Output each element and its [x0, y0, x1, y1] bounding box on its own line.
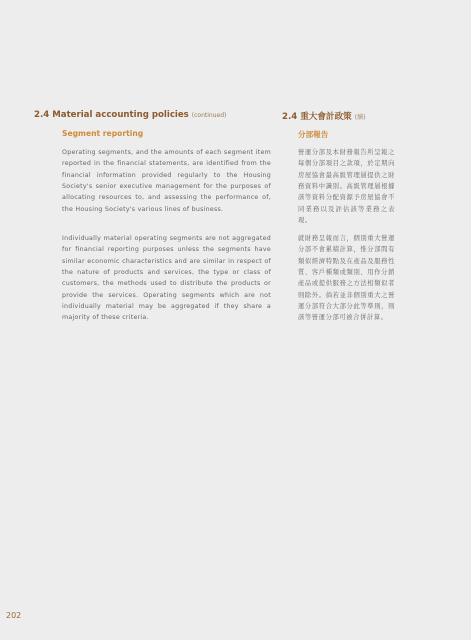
section-title-zh: 2.4 重大會計政策	[282, 112, 352, 122]
page-number: 202	[6, 611, 22, 620]
section-heading-en	[34, 110, 226, 120]
continued-label-zh: (續)	[354, 114, 366, 121]
paragraph-zh-2: 就財務呈報而言，個別重大營運分部不會累積計算，惟分部間有類似經濟特點及在產品及服務性質、客戶種類或類別、用作分銷產品或提供服務之方法相類似者則除外。倘若並非個別重大之營運分部符合大部分此等準則，則該等營運分部可被合併計算。	[298, 235, 395, 322]
section-heading-zh	[282, 110, 365, 122]
subheading-zh: 分部報告	[298, 130, 329, 139]
paragraph-en-1: Operating segments, and the amounts of each segment item reported in the financial statements, are identified from the financial information provided regularly to the Housing Society's senior executive management for the purposes of allocating resources to, and assessing the performance of, the Housing Society's various lines of business.	[62, 149, 271, 213]
paragraph-zh-1: 營運分部及本財務報告所呈報之每個分部項目之款項，於定期向房屋協會最高級管理層提供之財務資料中識別。高級管理層根據該等資料分配資源予房屋協會不同業務以及評估該等業務之表現。	[298, 149, 395, 225]
paragraph-en-2: Individually material operating segments are not aggregated for financial reporting purposes unless the segments have similar economic characteristics and are similar in respect of the nature of products and services, the type or class of customers, the methods used to distribute the products or provide the services. Operating segments which are not individually material may be aggregated if they share a majority of these criteria.	[62, 235, 271, 322]
continued-label-en: (continued)	[191, 112, 227, 119]
subheading-en: Segment reporting	[62, 129, 144, 138]
section-title-en: 2.4 Material accounting policies	[34, 110, 189, 120]
